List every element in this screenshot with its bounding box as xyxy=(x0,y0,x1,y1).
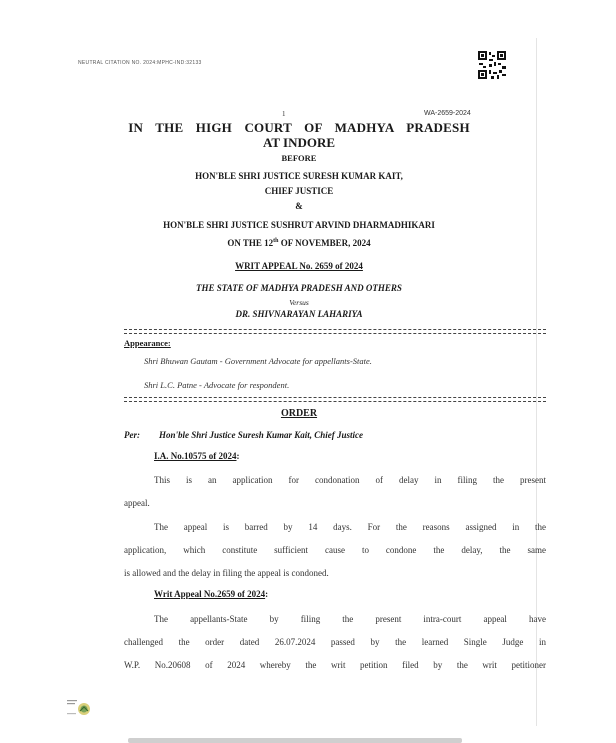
appearance-respondent: Shri L.C. Patne - Advocate for respondent. xyxy=(144,380,290,390)
qr-code-icon xyxy=(477,50,507,80)
writ-appeal-heading-text: Writ Appeal No.2659 of 2024 xyxy=(154,589,266,599)
ampersand: & xyxy=(295,201,303,211)
date-prefix: ON THE 12 xyxy=(227,238,274,248)
order-heading: ORDER xyxy=(280,408,318,419)
writ-appeal-heading-colon: : xyxy=(265,589,269,599)
case-number: WRIT APPEAL No. 2659 of 2024 xyxy=(235,261,363,271)
date-suffix: OF NOVEMBER, 2024 xyxy=(278,238,371,248)
paragraph-line: The appeal is barred by 14 days. For the reasons assigned in the xyxy=(154,522,546,532)
paragraph-line: This is an application for condonation of delay in filing the present xyxy=(154,475,546,485)
document-page xyxy=(62,38,546,726)
ia-heading-colon: : xyxy=(236,451,240,461)
court-title: IN THE HIGH COURT OF MADHYA PRADESH xyxy=(128,120,470,135)
paragraph-line: application, which constitute sufficient cause to condone the delay, the same xyxy=(124,545,546,555)
divider xyxy=(124,329,546,330)
before-label: BEFORE xyxy=(281,153,317,163)
appellant-party: THE STATE OF MADHYA PRADESH AND OTHERS xyxy=(196,283,402,293)
ia-heading xyxy=(154,451,240,461)
horizontal-scrollbar[interactable] xyxy=(128,738,462,743)
judge-one-role: CHIEF JUSTICE xyxy=(264,186,334,196)
writ-appeal-heading xyxy=(154,589,268,599)
paragraph-line: is allowed and the delay in filing the appeal is condoned. xyxy=(124,568,329,578)
respondent-party: DR. SHIVNARAYAN LAHARIYA xyxy=(235,309,363,319)
judge-two-name: HON'BLE SHRI JUSTICE SUSHRUT ARVIND DHARMADHIKARI xyxy=(163,220,435,230)
divider xyxy=(124,397,546,398)
court-place: AT INDORE xyxy=(262,135,336,150)
versus-label: Versus xyxy=(289,298,309,307)
digital-signature-logo-icon xyxy=(66,698,92,718)
date-ordinal: th xyxy=(273,238,279,244)
page-number: 1 xyxy=(282,110,286,118)
paragraph-line: The appellants-State by filing the present intra-court appeal have xyxy=(154,614,546,624)
per-label: Per: xyxy=(124,430,140,440)
judge-one-name: HON'BLE SHRI JUSTICE SURESH KUMAR KAIT, xyxy=(195,171,403,181)
neutral-citation: NEUTRAL CITATION NO. 2024:MPHC-IND:32133 xyxy=(78,60,202,66)
appearance-label: Appearance: xyxy=(124,338,171,348)
paragraph-line: challenged the order dated 26.07.2024 passed by the learned Single Judge in xyxy=(124,637,546,647)
appearance-appellant: Shri Bhuwan Gautam - Government Advocate for appellants-State. xyxy=(144,356,372,366)
divider xyxy=(124,333,546,334)
case-reference: WA-2659-2024 xyxy=(424,110,471,117)
divider xyxy=(124,401,546,402)
per-judge-name: Hon'ble Shri Justice Suresh Kumar Kait, Chief Justice xyxy=(159,430,364,440)
paragraph-line: W.P. No.20608 of 2024 whereby the writ petition filed by the writ petitioner xyxy=(124,660,546,670)
ia-heading-text: I.A. No.10575 of 2024 xyxy=(154,451,237,461)
hearing-date xyxy=(62,238,536,248)
paragraph-line: appeal. xyxy=(124,498,150,508)
